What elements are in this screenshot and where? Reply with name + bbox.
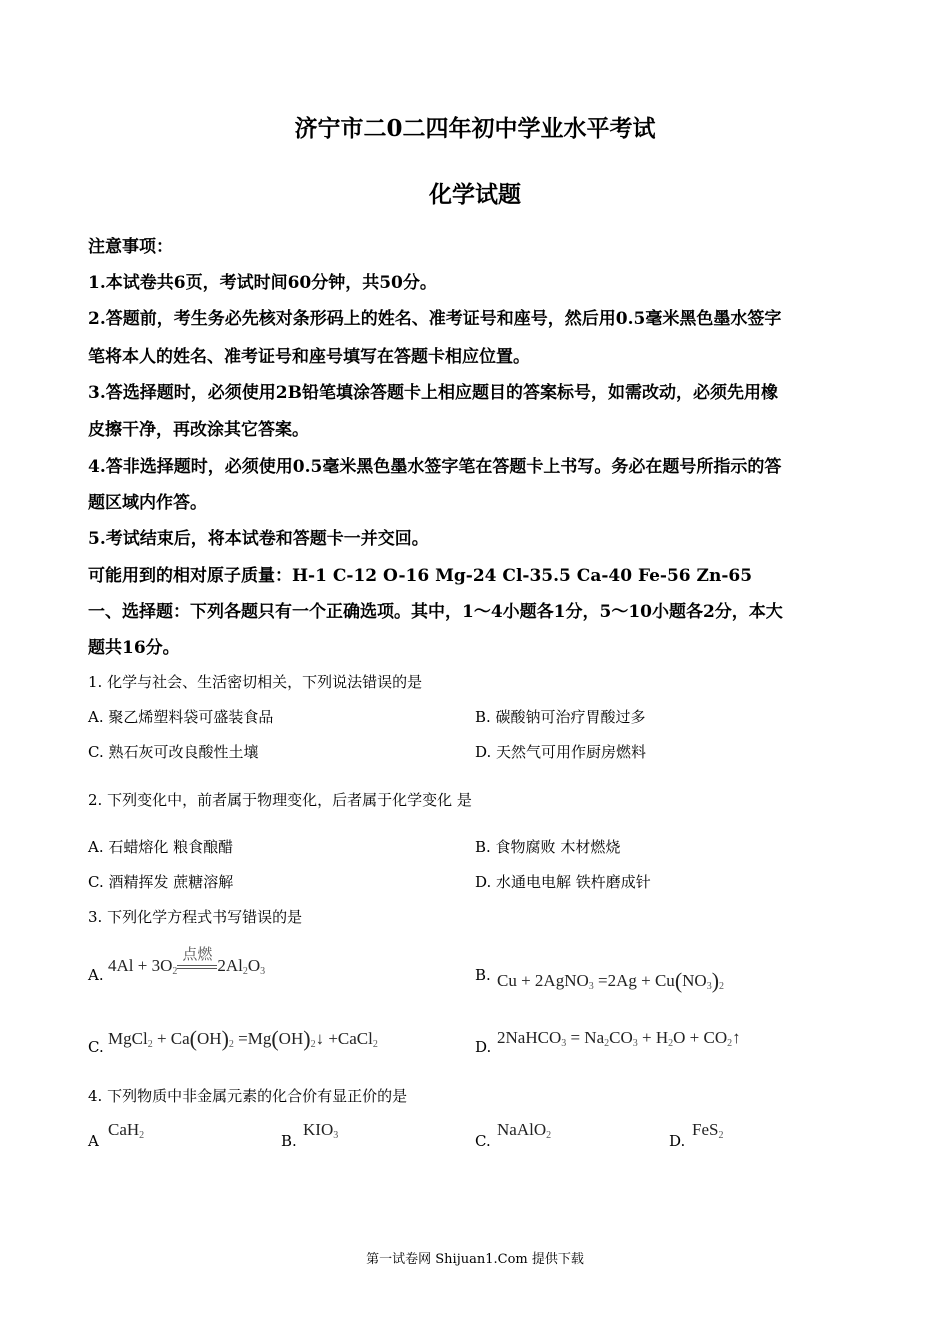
atomic-masses: 可能用到的相对原子质量：H-1 C-12 O-16 Mg-24 Cl-35.5 Ca-40 Fe-56 Zn-65: [88, 566, 753, 586]
question-4-stem: 4. 下列物质中非金属元素的化合价有显正价的是: [88, 1087, 408, 1105]
question-3-option-d-label: D.: [475, 1038, 492, 1056]
question-4-option-c-formula: NaAlO$_2$: [497, 1120, 552, 1141]
notice-item-3-cont: 皮擦干净，再改涂其它答案。: [88, 420, 309, 440]
notice-item-5: 5.考试结束后，将本试卷和答题卡一并交回。: [88, 529, 429, 549]
notice-item-3: 3.答选择题时，必须使用2B铅笔填涂答题卡上相应题目的答案标号，如需改动，必须先用橡: [88, 383, 778, 403]
question-1-option-d: D. 天然气可用作厨房燃料: [475, 743, 647, 761]
exam-subtitle: 化学试题: [429, 181, 521, 208]
exam-title: 济宁市二0二四年初中学业水平考试: [294, 115, 656, 142]
notice-heading: 注意事项：: [88, 237, 173, 257]
notice-item-4-cont: 题区域内作答。: [88, 493, 207, 513]
notice-item-4: 4.答非选择题时，必须使用0.5毫米黑色墨水签字笔在答题卡上书写。务必在题号所指示的答: [88, 457, 782, 477]
notice-item-2: 2.答题前，考生务必先核对条形码上的姓名、准考证号和座号，然后用0.5毫米黑色墨水签字: [88, 309, 782, 329]
question-3-stem: 3. 下列化学方程式书写错误的是: [88, 908, 303, 926]
question-3-option-d-equation: 2NaHCO$_3$ = $Na_2CO_3 + H_2O$ + $CO_2↑$: [497, 1028, 741, 1049]
notice-item-1: 1.本试卷共6页，考试时间60分钟，共50分。: [88, 273, 437, 293]
section-1-instructions: 一、选择题：下列各题只有一个正确选项。其中，1～4小题各1分，5～10小题各2分，本大: [88, 602, 783, 622]
notice-item-2-cont: 笔将本人的姓名、准考证号和座号填写在答题卡相应位置。: [88, 347, 530, 367]
question-2-stem: 2. 下列变化中，前者属于物理变化，后者属于化学变化 是: [88, 791, 472, 809]
question-4-option-d-formula: FeS$_2$: [692, 1120, 724, 1141]
question-2-option-d: D. 水通电电解 铁杵磨成针: [475, 873, 651, 891]
question-1-option-b: B. 碳酸钠可治疗胃酸过多: [475, 708, 646, 726]
reaction-condition: 点燃: [177, 965, 217, 977]
question-3-option-b-label: B.: [475, 966, 491, 984]
question-2-option-c: C. 酒精挥发 蔗糖溶解: [88, 873, 234, 891]
question-3-option-a-label: A.: [88, 966, 104, 984]
question-3-option-b-equation: Cu + 2AgNO$_3$ $=2Ag + Cu(NO_3)_2$: [497, 968, 725, 993]
question-2-option-a: A. 石蜡熔化 粮食酿醋: [88, 838, 234, 856]
question-3-option-c-equation: MgCl$_2$ + $Ca(OH)_2$ $=Mg(OH)_2↓$ +CaCl$_2$: [108, 1026, 378, 1051]
question-4-option-a-formula: CaH$_2$: [108, 1120, 145, 1141]
question-4-option-b-formula: $KIO_3$: [303, 1120, 339, 1141]
question-3-option-a-equation: $4Al + 3O_2$ 点燃 $2Al_2O_3$: [108, 947, 266, 977]
question-1-option-a: A. 聚乙烯塑料袋可盛装食品: [88, 708, 274, 726]
question-1-stem: 1. 化学与社会、生活密切相关，下列说法错误的是: [88, 673, 423, 691]
question-4-option-d-label: D.: [669, 1132, 686, 1150]
question-3-option-c-label: C.: [88, 1038, 104, 1056]
question-2-option-b: B. 食物腐败 木材燃烧: [475, 838, 621, 856]
question-4-option-a-label: A: [88, 1132, 99, 1150]
question-4-option-b-label: B.: [281, 1132, 297, 1150]
question-1-option-c: C. 熟石灰可改良酸性土壤: [88, 743, 259, 761]
page-footer: 第一试卷网 Shijuan1.Com 提供下载: [366, 1252, 584, 1267]
section-1-instructions-cont: 题共16分。: [88, 638, 180, 658]
question-4-option-c-label: C.: [475, 1132, 491, 1150]
